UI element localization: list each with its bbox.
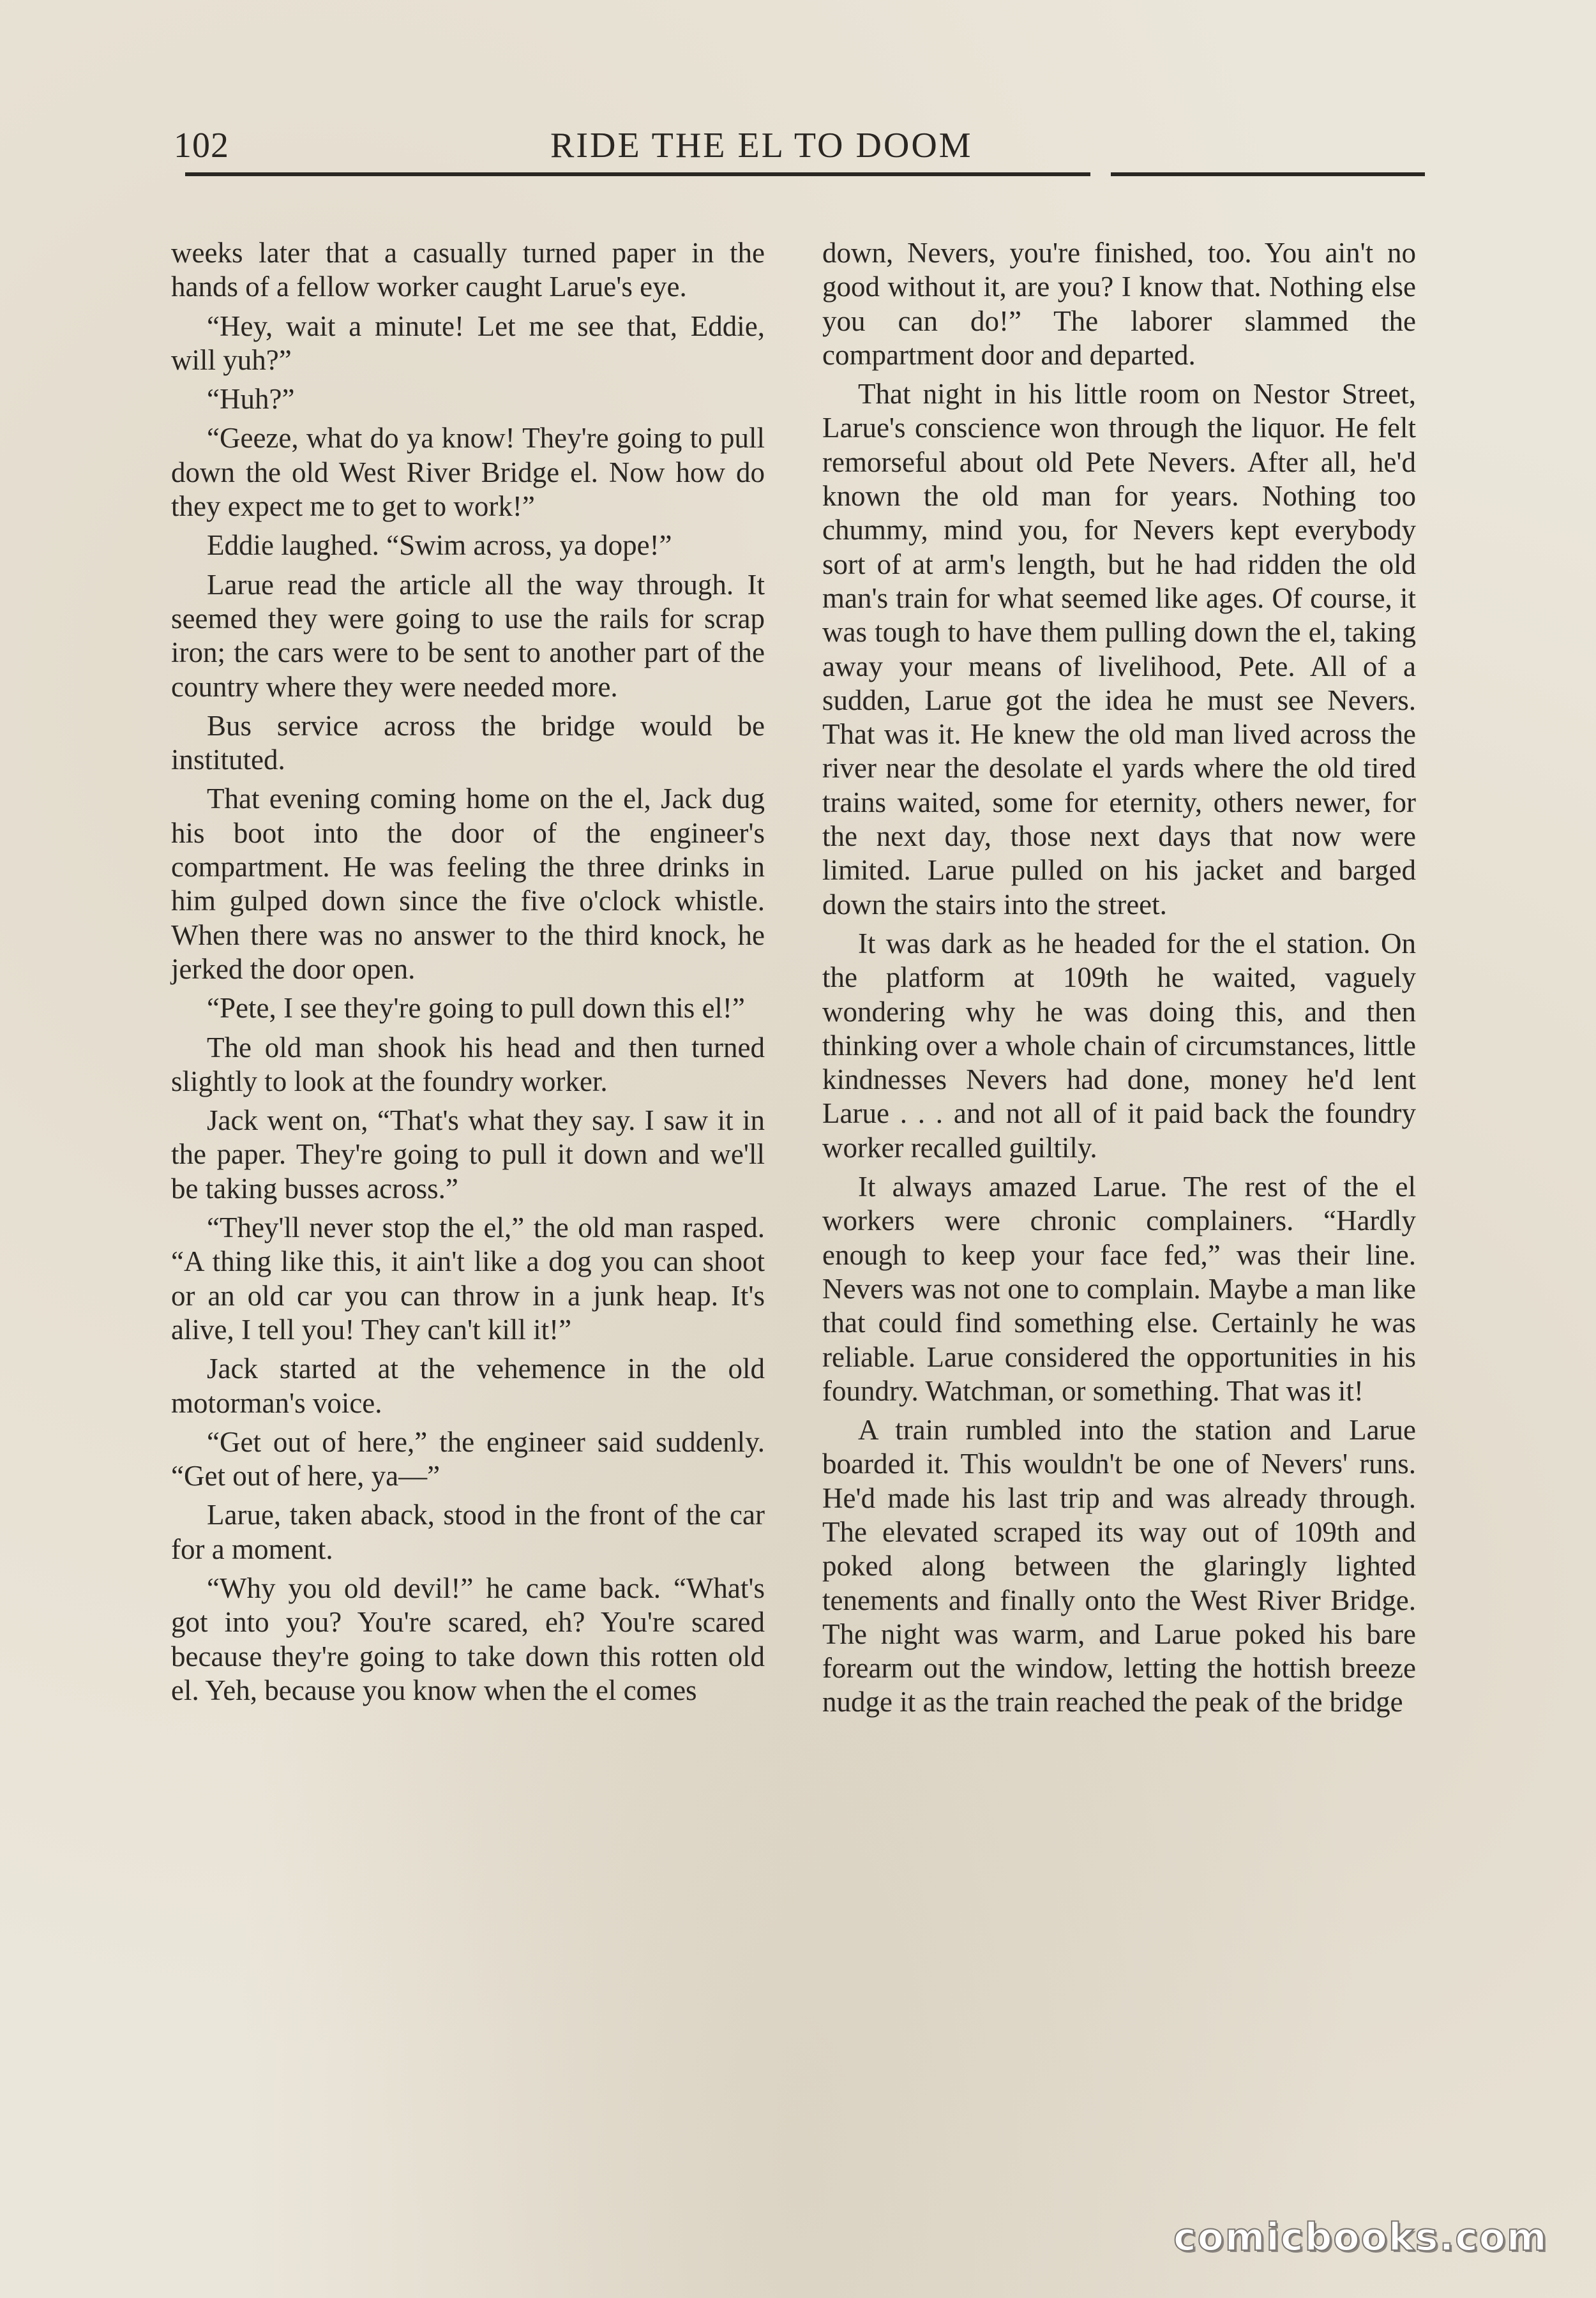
paragraph: “They'll never stop the el,” the old man rasped. “A thing like this, it ain't like a dog you can shoot or an old car you can throw in a junk heap. It's alive, I tell you! They can't kill it!” [171, 1212, 765, 1346]
paragraph: weeks later that a casually turned paper in the hands of a fellow worker caught Larue's eye. [171, 237, 765, 303]
paragraph: Jack went on, “That's what they say. I saw it in the paper. They're going to pull it down and we'll be taking busses across.” [171, 1104, 765, 1205]
paragraph: “Huh?” [207, 383, 295, 416]
paragraph: That night in his little room on Nestor Street, Larue's conscience won through the liquor. He felt remorseful about old Pete Nevers. After all, he'd known the old man for years. Nothing too chummy, mind you, for Nevers kept everybody sort of at arm's length, but he had ridden the old man's train for what seemed like ages. Of course, it was tough to have them pulling down the el, taking away your means of livelihood, Pete. All of a sudden, Larue got the idea he must see Nevers. That was it. He knew the old man lived across the river near the desolate el yards where the old tired trains waited, some for eternity, others newer, for the next day, those next days that now were limited. Larue pulled on his jacket and barged down the stairs into the street. [822, 378, 1416, 920]
watermark: comicbooks.com [1173, 2215, 1548, 2260]
header-rule-left [185, 172, 1090, 176]
paragraph: down, Nevers, you're finished, too. You ain't no good without it, are you? I know that. Nothing else you can do!” The laborer slammed the compartment door and departed. [822, 237, 1416, 371]
right-column [822, 236, 1416, 1725]
paragraph: “Geeze, what do ya know! They're going to pull down the old West River Bridge el. Now how do they expect me to get to work!” [171, 422, 765, 523]
paragraph: “Why you old devil!” he came back. “What's got into you? You're scared, eh? You're scared because they're going to take down this rotten old el. Yeh, because you know when the el comes [171, 1572, 765, 1706]
header-rule-right [1111, 172, 1425, 176]
paragraph: Eddie laughed. “Swim across, ya dope!” [207, 529, 672, 562]
paragraph: Jack started at the vehemence in the old motorman's voice. [171, 1353, 765, 1419]
paragraph: “Get out of here,” the engineer said suddenly. “Get out of here, ya—” [171, 1425, 765, 1492]
paragraph: Larue, taken aback, stood in the front of the car for a moment. [171, 1499, 765, 1565]
running-title: RIDE THE EL TO DOOM [550, 126, 973, 165]
paragraph: Bus service across the bridge would be instituted. [171, 709, 765, 776]
paragraph: Larue read the article all the way through. It seemed they were going to use the rails for scrap iron; the cars were to be sent to another part of the country where they were needed more. [171, 568, 765, 703]
paragraph: The old man shook his head and then turned slightly to look at the foundry worker. [171, 1031, 765, 1097]
paragraph: That evening coming home on the el, Jack dug his boot into the door of the engineer's compartment. He was feeling the three drinks in him gulped down since the five o'clock whistle. When there was no answer to the third knock, he jerked the door open. [171, 783, 765, 985]
page-number: 102 [174, 126, 229, 165]
paragraph: “Pete, I see they're going to pull down this el!” [207, 992, 745, 1025]
paragraph: It was dark as he headed for the el station. On the platform at 109th he waited, vaguely wondering why he was doing this, and then thinking over a whole chain of circumstances, little kindnesses Nevers had done, money he'd lent Larue . . . and not all of it paid back the foundry worker recalled guiltily. [822, 927, 1416, 1164]
left-column [171, 236, 765, 1713]
paragraph: “Hey, wait a minute! Let me see that, Eddie, will yuh?” [171, 310, 765, 376]
paragraph: A train rumbled into the station and Larue boarded it. This wouldn't be one of Nevers' runs. He'd made his last trip and was already through. The elevated scraped its way out of 109th and poked along between the glaringly lighted tenements and finally onto the West River Bridge. The night was warm, and Larue poked his bare forearm out the window, letting the hottish breeze nudge it as the train reached the peak of the bridge [822, 1414, 1416, 1718]
paragraph: It always amazed Larue. The rest of the el workers were chronic complainers. “Hardly enough to keep your face fed,” was their line. Nevers was not one to complain. Maybe a man like that could find something else. Certainly he was reliable. Larue considered the opportunities in his foundry. Watchman, or something. That was it! [822, 1171, 1416, 1407]
